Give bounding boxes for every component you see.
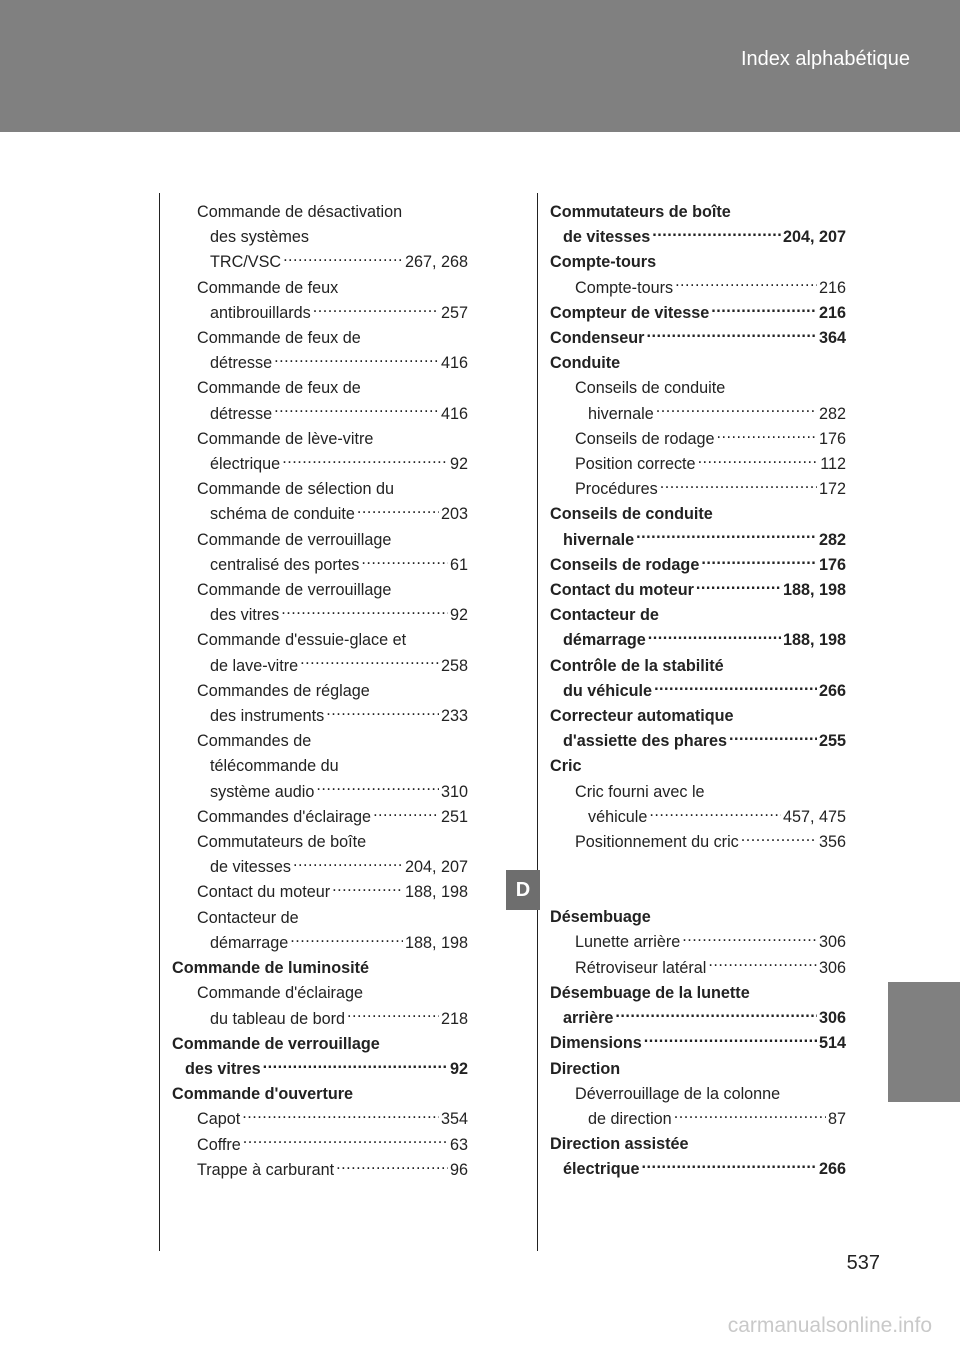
index-subentry [172,578,468,628]
index-subentry [172,200,468,276]
page-reference: 255 [818,732,846,751]
index-subentry [172,729,468,805]
entry-text: du véhicule [563,681,653,700]
page-reference: 306 [818,958,846,977]
index-subentry [172,628,468,678]
index-subentry [172,477,468,527]
index-subentry [172,1158,468,1183]
entry-text: Conseils de conduite [550,505,713,524]
entry-text: schéma de conduite [210,505,355,524]
entry-text: Déverrouillage de la colonne [575,1084,781,1103]
page-reference: 266 [818,1160,846,1179]
index-heading [550,754,846,779]
entry-text: électrique [210,455,281,474]
dot-leader [741,831,817,847]
dot-leader [648,629,781,645]
entry-text: de vitesses [210,858,291,877]
entry-text: Commande de verrouillage [197,581,392,600]
page-reference: 188, 198 [404,933,468,952]
entry-text: Conseils de rodage [575,429,715,448]
dot-leader [674,1108,826,1124]
dot-leader [711,302,817,318]
entry-text: Commandes de [197,732,312,751]
dot-leader [641,1158,817,1174]
entry-text: Cric [550,757,582,776]
index-subentry [550,830,846,855]
entry-text: du tableau de bord [210,1009,346,1028]
entry-text: véhicule [588,807,648,826]
index-column-right [550,200,846,1183]
page-reference: 310 [440,782,468,801]
index-subentry [172,830,468,880]
dot-leader [646,327,817,343]
dot-leader [708,957,817,973]
center-column-rule [537,193,538,1251]
dot-leader [644,1032,817,1048]
entry-text: hivernale [563,530,635,549]
index-subentry [172,1107,468,1132]
entry-text: Désembuage de la lunette [550,983,750,1002]
dot-leader [282,453,448,469]
index-heading [550,250,846,275]
entry-text: de direction [588,1109,672,1128]
entry-text: Commande de lève-vitre [197,429,374,448]
entry-text: Commande de feux [197,278,339,297]
index-subentry [172,981,468,1031]
dot-leader [281,604,448,620]
entry-text: Position correcte [575,455,696,474]
dot-leader [326,705,439,721]
entry-text: Condenseur [550,329,645,348]
index-subentry [550,452,846,477]
entry-text: Conseils de rodage [550,555,700,574]
entry-text: Contacteur de [550,606,659,625]
thumb-index-tab [888,982,960,1102]
dot-leader [682,931,817,947]
entry-text: des vitres [210,606,280,625]
entry-text: de lave-vitre [210,656,299,675]
entry-text: Commande de luminosité [172,959,369,978]
entry-text: Conduite [550,354,621,373]
entry-text: des instruments [210,707,325,726]
index-heading [550,1132,846,1182]
entry-text: Capot [197,1110,241,1129]
index-heading [550,981,846,1031]
index-heading [550,704,846,754]
dot-leader [660,478,817,494]
index-subentry [550,1082,846,1132]
page-reference: 416 [440,404,468,423]
index-heading [550,553,846,578]
dot-leader [290,932,403,948]
entry-text: détresse [210,354,273,373]
page-reference: 457, 475 [782,807,846,826]
entry-text: Compteur de vitesse [550,303,710,322]
entry-text: Trappe à carburant [197,1160,335,1179]
index-subentry [172,376,468,426]
entry-text: Contrôle de la stabilité [550,656,724,675]
entry-text: centralisé des portes [210,555,360,574]
entry-text: Positionnement du cric [575,833,739,852]
index-subentry [550,376,846,426]
page-reference: 203 [440,505,468,524]
dot-leader [283,251,403,267]
page-reference: 172 [818,480,846,499]
dot-leader [652,226,781,242]
page-reference: 251 [440,807,468,826]
entry-text: Lunette arrière [575,933,681,952]
page-reference: 92 [449,606,468,625]
page-reference: 96 [449,1160,468,1179]
entry-text: Commutateurs de boîte [550,203,731,221]
index-subentry [172,679,468,729]
left-column-rule [159,193,160,1251]
dot-leader [313,302,439,318]
page-reference: 364 [818,329,846,348]
dot-leader [649,806,781,822]
page-reference: 61 [449,555,468,574]
entry-text: antibrouillards [210,303,311,322]
page-reference: 176 [818,429,846,448]
section-spacer [550,855,846,905]
entry-text: Commande d'essuie-glace et [197,631,407,650]
page-reference: 306 [818,1009,846,1028]
entry-text: Contacteur de [197,908,299,927]
dot-leader [361,554,448,570]
index-subentry [550,427,846,452]
index-subentry [172,880,468,905]
page-reference: 188, 198 [782,581,846,600]
entry-text: Contact du moteur [550,581,694,600]
entry-text: arrière [563,1009,614,1028]
page-reference: 92 [449,455,468,474]
entry-text: Conseils de conduite [575,379,726,398]
entry-text: Procédures [575,480,658,499]
entry-text: de vitesses [563,228,651,247]
index-subentry [550,930,846,955]
entry-text: d'assiette des phares [563,732,728,751]
dot-leader [242,1108,439,1124]
index-heading [550,351,846,376]
page-reference: 176 [818,555,846,574]
dot-leader [274,402,439,418]
index-subentry [172,427,468,477]
entry-text: télécommande du [210,757,339,776]
dot-leader [656,402,817,418]
page-reference: 258 [440,656,468,675]
index-heading [550,301,846,326]
page-reference: 266 [818,681,846,700]
dot-leader [300,654,439,670]
dot-leader [373,806,439,822]
index-heading [172,956,468,981]
dot-leader [636,528,817,544]
index-subentry [550,780,846,830]
entry-text: système audio [210,782,315,801]
entry-text: Compte-tours [550,253,657,272]
dot-leader [654,680,817,696]
entry-text: Rétroviseur latéral [575,958,707,977]
page-reference: 356 [818,833,846,852]
page-reference: 204, 207 [782,228,846,247]
entry-text: TRC/VSC [210,253,282,272]
index-heading [550,905,846,930]
dot-leader [696,579,781,595]
page-reference: 204, 207 [404,858,468,877]
index-subentry [172,906,468,956]
index-heading [172,1032,468,1082]
entry-text: Commande de verrouillage [197,530,392,549]
index-heading [550,1031,846,1056]
index-heading [172,1082,468,1107]
entry-text: Commandes de réglage [197,681,370,700]
watermark: carmanualsonline.info [727,1314,932,1337]
index-subentry [550,477,846,502]
entry-text: Direction [550,1059,621,1078]
page-reference: 112 [820,455,846,474]
index-subentry [172,528,468,578]
index-subentry [172,276,468,326]
entry-text: Commande de feux de [197,329,361,348]
index-heading [550,326,846,351]
dot-leader [357,503,439,519]
section-letter-tab: D [506,870,540,910]
index-heading [550,578,846,603]
entry-text: Compte-tours [575,278,674,297]
dot-leader [243,1133,448,1149]
index-subentry [550,956,846,981]
dot-leader [615,1007,817,1023]
entry-text: Coffre [197,1135,241,1154]
index-subentry [172,326,468,376]
entry-text: Commandes d'éclairage [197,807,372,826]
header-band [0,0,960,132]
page-reference: 267, 268 [404,253,468,272]
dot-leader [701,554,817,570]
entry-text: Commande de feux de [197,379,361,398]
dot-leader [263,1058,448,1074]
entry-text: Direction assistée [550,1135,689,1154]
page-reference: 514 [818,1034,846,1053]
entry-text: hivernale [588,404,654,423]
dot-leader [274,352,439,368]
entry-text: Commande d'ouverture [172,1085,354,1104]
section-title: Index alphabétique [740,48,910,70]
entry-text: Commande d'éclairage [197,984,363,1003]
page-reference: 188, 198 [782,631,846,650]
dot-leader [293,856,403,872]
dot-leader [347,1007,439,1023]
entry-text: Commande de désactivation [197,203,403,221]
entry-text: démarrage [210,933,289,952]
page-reference: 257 [440,303,468,322]
page-reference: 87 [827,1109,846,1128]
entry-text: Cric fourni avec le [575,782,705,801]
index-column-left [172,200,468,1183]
entry-text: démarrage [563,631,646,650]
dot-leader [316,780,439,796]
page-reference: 218 [440,1009,468,1028]
index-subentry [172,805,468,830]
dot-leader [336,1159,448,1175]
entry-text: Commande de verrouillage [172,1034,380,1053]
index-heading [550,654,846,704]
page-reference: 216 [818,303,846,322]
entry-text: détresse [210,404,273,423]
entry-text: Commande de sélection du [197,480,395,499]
entry-text: des vitres [185,1059,261,1078]
entry-text: Correcteur automatique [550,707,734,726]
entry-text: électrique [563,1160,640,1179]
entry-text: Contact du moteur [197,883,331,902]
index-heading [550,603,846,653]
page-reference: 188, 198 [404,883,468,902]
index-heading [550,502,846,552]
dot-leader [716,428,817,444]
index-subentry [550,276,846,301]
entry-text: Désembuage [550,908,651,927]
page-reference: 282 [818,530,846,549]
index-heading [550,200,846,250]
page-reference: 233 [440,707,468,726]
page-number: 537 [846,1252,880,1274]
page-reference: 63 [449,1135,468,1154]
page-reference: 354 [440,1110,468,1129]
entry-text: Dimensions [550,1034,642,1053]
index-heading [550,1057,846,1082]
page-reference: 92 [449,1059,468,1078]
index-subentry [172,1133,468,1158]
dot-leader [332,881,403,897]
page-reference: 416 [440,354,468,373]
dot-leader [698,453,819,469]
page-reference: 306 [818,933,846,952]
entry-text: des systèmes [210,228,309,247]
dot-leader [729,730,817,746]
page-reference: 282 [818,404,846,423]
page-reference: 216 [818,278,846,297]
entry-text: Commutateurs de boîte [197,833,367,852]
dot-leader [675,276,817,292]
